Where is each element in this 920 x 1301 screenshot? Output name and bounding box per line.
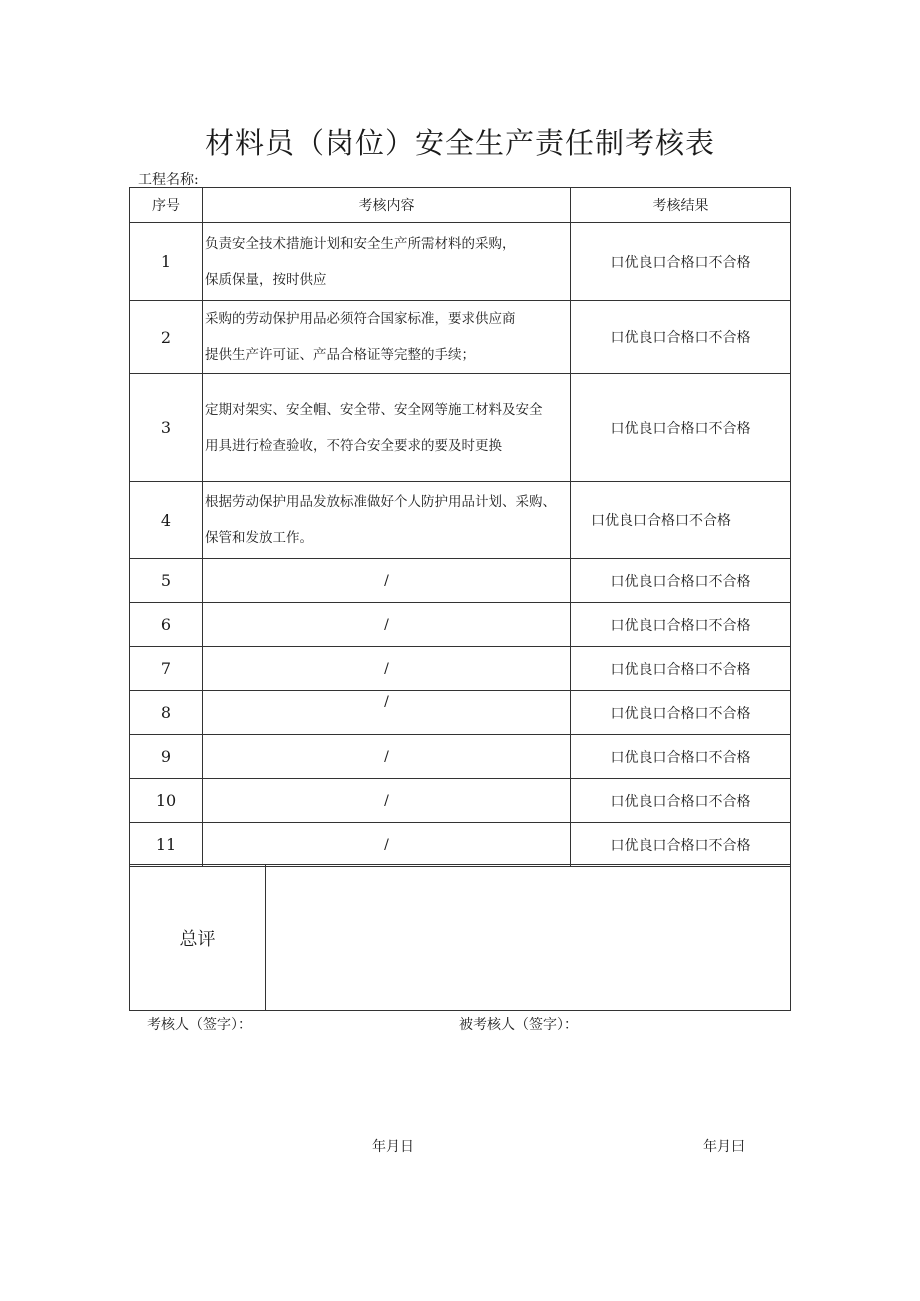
header-index: 序号 <box>130 188 203 223</box>
row-content: / <box>203 559 571 603</box>
table-row <box>130 779 791 823</box>
summary-comment-field[interactable] <box>266 865 791 1011</box>
row-index: 6 <box>130 603 203 647</box>
document-title: 材料员（岗位）安全生产责任制考核表 <box>204 126 715 160</box>
table-row <box>130 823 791 867</box>
row-index: 1 <box>130 223 203 301</box>
examiner-date-label: 年月日 <box>372 1139 414 1155</box>
row-result[interactable]: 口优良口合格口不合格 <box>571 691 791 735</box>
row-result[interactable]: 口优良口合格口不合格 <box>571 559 791 603</box>
row-result[interactable]: 口优良口合格口不合格 <box>571 735 791 779</box>
row-index: 7 <box>130 647 203 691</box>
row-content <box>203 482 571 559</box>
row-content: / <box>203 603 571 647</box>
table-row <box>130 301 791 374</box>
table-row <box>130 647 791 691</box>
row-content-line: 保管和发放工作。 <box>205 530 313 546</box>
row-content <box>203 301 571 374</box>
header-content: 考核内容 <box>203 188 571 223</box>
table-header-row <box>130 188 791 223</box>
table-row <box>130 691 791 735</box>
row-content <box>203 374 571 482</box>
table-row <box>130 223 791 301</box>
row-content-line: 提供生产许可证、产品合格证等完整的手续； <box>205 347 475 363</box>
table-row <box>130 735 791 779</box>
row-index: 9 <box>130 735 203 779</box>
examiner-signature-label: 考核人（签字）： <box>147 1017 252 1033</box>
row-result[interactable]: 口优良口合格口不合格 <box>571 482 791 559</box>
row-index: 8 <box>130 691 203 735</box>
row-content: / <box>203 735 571 779</box>
summary-label: 总评 <box>130 865 266 1011</box>
row-result[interactable]: 口优良口合格口不合格 <box>571 603 791 647</box>
row-result[interactable]: 口优良口合格口不合格 <box>571 823 791 867</box>
row-result[interactable]: 口优良口合格口不合格 <box>571 779 791 823</box>
header-result: 考核结果 <box>571 188 791 223</box>
row-index: 10 <box>130 779 203 823</box>
row-content-line: 采购的劳动保护用品必须符合国家标准，要求供应商 <box>205 311 516 327</box>
row-content-line: 定期对架实、安全帽、安全带、安全网等施工材料及安全 <box>205 401 543 418</box>
row-content: / <box>203 647 571 691</box>
row-index: 3 <box>130 374 203 482</box>
row-index: 11 <box>130 823 203 867</box>
examinee-signature-label: 被考核人（签字）： <box>459 1017 578 1033</box>
row-content-line: 用具进行检查验收，不符合安全要求的要及时更换 <box>205 437 502 454</box>
table-row <box>130 374 791 482</box>
table-row <box>130 603 791 647</box>
row-result[interactable]: 口优良口合格口不合格 <box>571 374 791 482</box>
row-index: 4 <box>130 482 203 559</box>
row-result[interactable]: 口优良口合格口不合格 <box>571 223 791 301</box>
row-result[interactable]: 口优良口合格口不合格 <box>571 647 791 691</box>
row-content-line: 负责安全技术措施计划和安全生产所需材料的采购， <box>205 235 516 252</box>
row-content: / <box>203 779 571 823</box>
row-content <box>203 223 571 301</box>
row-content-line: 保质保量，按时供应 <box>205 271 327 288</box>
row-result[interactable]: 口优良口合格口不合格 <box>571 301 791 374</box>
row-content-line: 根据劳动保护用品发放标准做好个人防护用品计划、采购、 <box>205 494 556 510</box>
row-index: 2 <box>130 301 203 374</box>
examinee-date-label: 年月曰 <box>703 1139 745 1155</box>
row-content: / <box>203 691 571 735</box>
row-index: 5 <box>130 559 203 603</box>
project-name-label: 工程名称: <box>138 172 199 188</box>
row-content: / <box>203 823 571 867</box>
summary-table <box>129 864 791 1011</box>
assessment-table <box>129 187 791 867</box>
table-row <box>130 559 791 603</box>
table-row <box>130 482 791 559</box>
